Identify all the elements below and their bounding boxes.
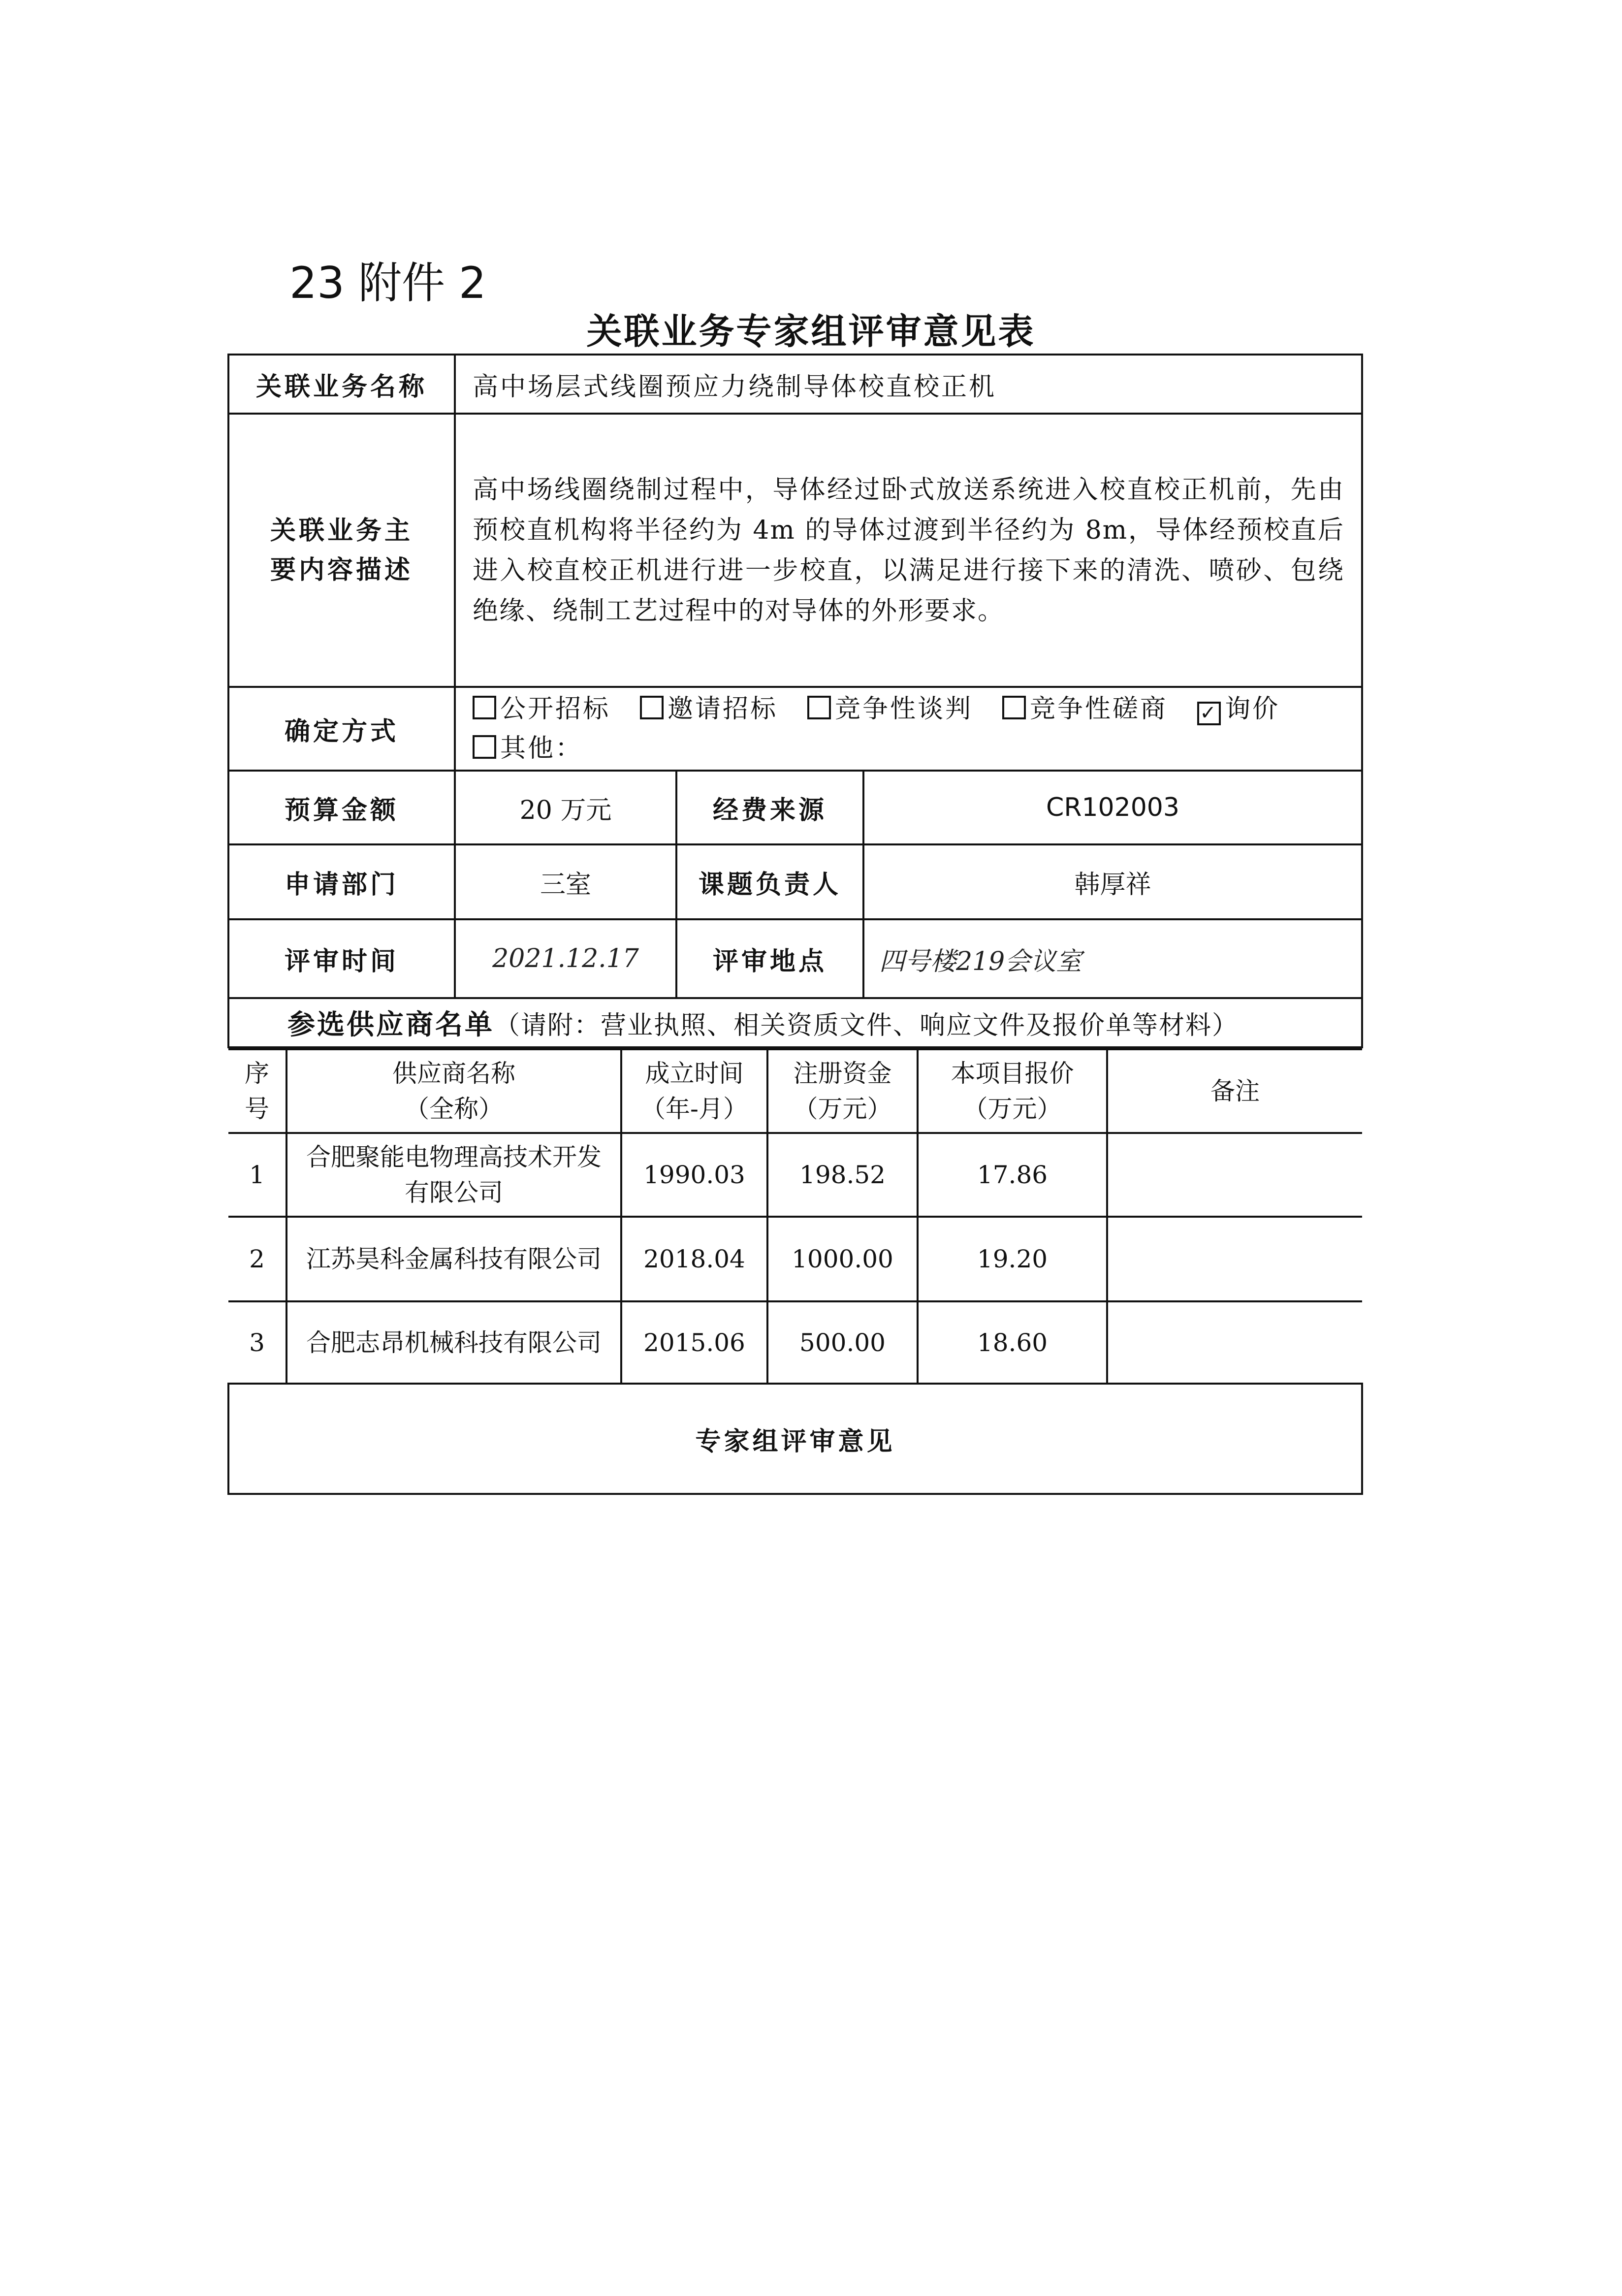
business-name: 高中场层式线圈预应力绕制导体校直校正机 bbox=[455, 355, 1362, 414]
fund-source-label: 经费来源 bbox=[676, 771, 863, 844]
budget-value: 20 万元 bbox=[455, 771, 676, 844]
review-time-label: 评审时间 bbox=[228, 919, 455, 998]
checkbox-icon bbox=[807, 696, 831, 719]
supplier-capital: 1000.00 bbox=[767, 1217, 918, 1301]
header-capital: 注册资金（万元） bbox=[767, 1049, 918, 1133]
budget-label: 预算金额 bbox=[228, 771, 455, 844]
header-name: 供应商名称（全称） bbox=[286, 1049, 621, 1133]
supplier-list-heading bbox=[228, 998, 1362, 1047]
supplier-founded: 2018.04 bbox=[621, 1217, 767, 1301]
method-option[interactable]: 邀请招标 bbox=[640, 689, 778, 729]
table-row bbox=[228, 1133, 1362, 1217]
checked-checkbox-icon: ✓ bbox=[1197, 702, 1221, 725]
method-option[interactable]: 公开招标 bbox=[473, 689, 610, 729]
review-form bbox=[227, 354, 1363, 1495]
form-title: 关联业务专家组评审意见表 bbox=[586, 310, 1036, 352]
expert-opinion-heading: 专家组评审意见 bbox=[228, 1384, 1362, 1494]
header-quote: 本项目报价（万元） bbox=[918, 1049, 1107, 1133]
description-label-text: 关联业务主要内容描述 bbox=[270, 515, 413, 585]
supplier-name: 合肥志昂机械科技有限公司 bbox=[286, 1301, 621, 1383]
supplier-quote: 19.20 bbox=[918, 1217, 1107, 1301]
supplier-name: 江苏昊科金属科技有限公司 bbox=[286, 1217, 621, 1301]
leader-label: 课题负责人 bbox=[676, 844, 863, 919]
checkbox-icon bbox=[473, 696, 496, 719]
method-options bbox=[455, 687, 1362, 771]
header-no: 序号 bbox=[228, 1049, 286, 1133]
supplier-note: （请附：营业执照、相关资质文件、响应文件及报价单等材料） bbox=[494, 1011, 1239, 1040]
header-remark: 备注 bbox=[1107, 1049, 1362, 1133]
supplier-name: 合肥聚能电物理高技术开发有限公司 bbox=[286, 1133, 621, 1217]
supplier-no: 1 bbox=[228, 1133, 286, 1217]
supplier-table bbox=[228, 1048, 1362, 1383]
leader-value: 韩厚祥 bbox=[863, 844, 1362, 919]
checkbox-icon bbox=[1002, 696, 1026, 719]
review-place-value: 四号楼219会议室 bbox=[863, 919, 1362, 998]
supplier-remark bbox=[1107, 1217, 1362, 1301]
method-option[interactable]: 其他： bbox=[473, 729, 583, 768]
description: 高中场线圈绕制过程中，导体经过卧式放送系统进入校直校正机前，先由预校直机构将半径约为 4m 的导体过渡到半径约为 8m，导体经预校直后进入校直校正机进行进一步校直，以满足进行接下来的清洗、喷砂、包绕绝缘、绕制工艺过程中的对导体的外形要求。 bbox=[455, 414, 1362, 687]
supplier-quote: 17.86 bbox=[918, 1133, 1107, 1217]
fund-source-value: CR102003 bbox=[863, 771, 1362, 844]
dept-label: 申请部门 bbox=[228, 844, 455, 919]
method-option[interactable]: ✓ 询价 bbox=[1197, 689, 1280, 729]
supplier-no: 3 bbox=[228, 1301, 286, 1383]
supplier-capital: 198.52 bbox=[767, 1133, 918, 1217]
supplier-remark bbox=[1107, 1133, 1362, 1217]
review-time-value: 2021.12.17 bbox=[455, 919, 676, 998]
checkbox-icon bbox=[640, 696, 664, 719]
supplier-title: 参选供应商名单 bbox=[287, 1008, 494, 1041]
supplier-quote: 18.60 bbox=[918, 1301, 1107, 1383]
review-place-label: 评审地点 bbox=[676, 919, 863, 998]
checkbox-icon bbox=[473, 735, 496, 759]
method-label: 确定方式 bbox=[228, 687, 455, 771]
business-name-label: 关联业务名称 bbox=[228, 355, 455, 414]
table-row bbox=[228, 1301, 1362, 1383]
supplier-remark bbox=[1107, 1301, 1362, 1383]
supplier-header-row bbox=[228, 1049, 1362, 1133]
table-row bbox=[228, 1217, 1362, 1301]
attachment-label: 23 附件 2 bbox=[289, 258, 486, 308]
description-label bbox=[228, 414, 455, 687]
supplier-no: 2 bbox=[228, 1217, 286, 1301]
supplier-founded: 1990.03 bbox=[621, 1133, 767, 1217]
header-founded: 成立时间（年-月） bbox=[621, 1049, 767, 1133]
supplier-table-cell bbox=[228, 1047, 1362, 1384]
supplier-capital: 500.00 bbox=[767, 1301, 918, 1383]
dept-value: 三室 bbox=[455, 844, 676, 919]
method-option[interactable]: 竞争性磋商 bbox=[1002, 689, 1168, 729]
supplier-founded: 2015.06 bbox=[621, 1301, 767, 1383]
method-option[interactable]: 竞争性谈判 bbox=[807, 689, 973, 729]
